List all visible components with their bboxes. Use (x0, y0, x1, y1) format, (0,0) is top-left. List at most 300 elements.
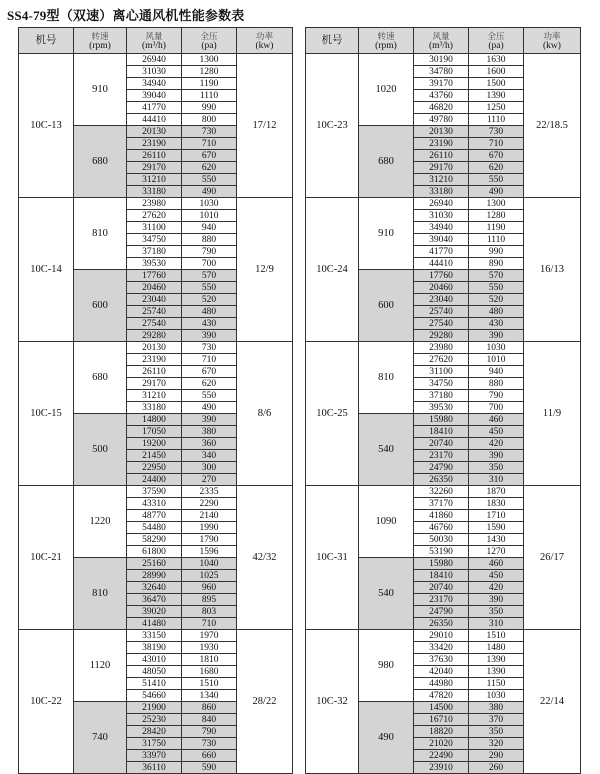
pressure-cell: 710 (182, 138, 237, 150)
airflow-cell: 43310 (127, 498, 182, 510)
header-airflow: 风量 (m³/h) (127, 28, 182, 54)
airflow-cell: 23190 (127, 138, 182, 150)
airflow-cell: 14500 (414, 702, 469, 714)
airflow-cell: 23040 (414, 294, 469, 306)
table-row (19, 486, 293, 498)
airflow-cell: 21020 (414, 738, 469, 750)
airflow-cell: 46760 (414, 522, 469, 534)
pressure-cell: 890 (469, 258, 524, 270)
header-model: 机号 (306, 28, 359, 54)
airflow-cell: 18820 (414, 726, 469, 738)
speed-cell: 540 (359, 558, 414, 630)
pressure-cell: 840 (182, 714, 237, 726)
airflow-cell: 54480 (127, 522, 182, 534)
speed-cell: 680 (74, 126, 127, 198)
airflow-cell: 51410 (127, 678, 182, 690)
pressure-cell: 2140 (182, 510, 237, 522)
pressure-cell: 450 (469, 570, 524, 582)
pressure-cell: 450 (469, 426, 524, 438)
table-row (306, 54, 581, 66)
model-cell: 10C-14 (19, 198, 74, 342)
airflow-cell: 49780 (414, 114, 469, 126)
airflow-cell: 33180 (414, 186, 469, 198)
airflow-cell: 23190 (414, 138, 469, 150)
airflow-cell: 34940 (127, 78, 182, 90)
airflow-cell: 31030 (414, 210, 469, 222)
airflow-cell: 23170 (414, 450, 469, 462)
airflow-cell: 41480 (127, 618, 182, 630)
airflow-cell: 50030 (414, 534, 469, 546)
airflow-cell: 20460 (414, 282, 469, 294)
airflow-cell: 33180 (127, 186, 182, 198)
airflow-cell: 39020 (127, 606, 182, 618)
pressure-cell: 800 (182, 114, 237, 126)
pressure-cell: 1270 (469, 546, 524, 558)
pressure-cell: 1390 (469, 666, 524, 678)
airflow-cell: 20130 (127, 126, 182, 138)
pressure-cell: 670 (182, 150, 237, 162)
pressure-cell: 1590 (469, 522, 524, 534)
pressure-cell: 710 (182, 618, 237, 630)
pressure-cell: 430 (182, 318, 237, 330)
pressure-cell: 1010 (182, 210, 237, 222)
pressure-cell: 803 (182, 606, 237, 618)
pressure-cell: 700 (469, 402, 524, 414)
airflow-cell: 25230 (127, 714, 182, 726)
speed-cell: 490 (359, 702, 414, 774)
pressure-cell: 1110 (182, 90, 237, 102)
model-cell: 10C-13 (19, 54, 74, 198)
pressure-cell: 460 (469, 414, 524, 426)
pressure-cell: 880 (469, 378, 524, 390)
pressure-cell: 620 (182, 378, 237, 390)
airflow-cell: 34750 (414, 378, 469, 390)
speed-cell: 1020 (359, 54, 414, 126)
airflow-cell: 20740 (414, 582, 469, 594)
pressure-cell: 1680 (182, 666, 237, 678)
airflow-cell: 16710 (414, 714, 469, 726)
airflow-cell: 30190 (414, 54, 469, 66)
pressure-cell: 1250 (469, 102, 524, 114)
pressure-cell: 1390 (469, 654, 524, 666)
airflow-cell: 34780 (414, 66, 469, 78)
airflow-cell: 20130 (414, 126, 469, 138)
pressure-cell: 730 (182, 738, 237, 750)
model-cell: 10C-25 (306, 342, 359, 486)
pressure-cell: 350 (469, 462, 524, 474)
pressure-cell: 520 (182, 294, 237, 306)
airflow-cell: 27620 (414, 354, 469, 366)
airflow-cell: 41770 (414, 246, 469, 258)
airflow-cell: 37180 (127, 246, 182, 258)
airflow-cell: 46820 (414, 102, 469, 114)
airflow-cell: 32640 (127, 582, 182, 594)
airflow-cell: 26350 (414, 618, 469, 630)
pressure-cell: 420 (469, 438, 524, 450)
airflow-cell: 23190 (127, 354, 182, 366)
header-speed: 转速 (rpm) (359, 28, 414, 54)
pressure-cell: 350 (469, 606, 524, 618)
airflow-cell: 32260 (414, 486, 469, 498)
pressure-cell: 1500 (469, 78, 524, 90)
pressure-cell: 1040 (182, 558, 237, 570)
airflow-cell: 31030 (127, 66, 182, 78)
airflow-cell: 29170 (414, 162, 469, 174)
speed-cell: 810 (74, 198, 127, 270)
pressure-cell: 390 (182, 330, 237, 342)
pressure-cell: 260 (469, 762, 524, 774)
pressure-cell: 1990 (182, 522, 237, 534)
pressure-cell: 730 (182, 126, 237, 138)
header-speed: 转速 (rpm) (74, 28, 127, 54)
pressure-cell: 1280 (469, 210, 524, 222)
airflow-cell: 19200 (127, 438, 182, 450)
airflow-cell: 53190 (414, 546, 469, 558)
pressure-cell: 670 (469, 150, 524, 162)
pressure-cell: 790 (182, 246, 237, 258)
pressure-cell: 1190 (469, 222, 524, 234)
pressure-cell: 1870 (469, 486, 524, 498)
airflow-cell: 44980 (414, 678, 469, 690)
airflow-cell: 23980 (127, 198, 182, 210)
pressure-cell: 460 (469, 558, 524, 570)
airflow-cell: 22490 (414, 750, 469, 762)
airflow-cell: 38190 (127, 642, 182, 654)
airflow-cell: 21900 (127, 702, 182, 714)
airflow-cell: 24790 (414, 606, 469, 618)
pressure-cell: 430 (469, 318, 524, 330)
airflow-cell: 15980 (414, 558, 469, 570)
pressure-cell: 380 (182, 426, 237, 438)
airflow-cell: 27540 (414, 318, 469, 330)
airflow-cell: 26940 (127, 54, 182, 66)
airflow-cell: 24790 (414, 462, 469, 474)
model-cell: 10C-23 (306, 54, 359, 198)
airflow-cell: 48770 (127, 510, 182, 522)
pressure-cell: 1300 (469, 198, 524, 210)
pressure-cell: 1480 (469, 642, 524, 654)
pressure-cell: 1390 (469, 90, 524, 102)
airflow-cell: 27540 (127, 318, 182, 330)
airflow-cell: 33180 (127, 402, 182, 414)
airflow-cell: 37170 (414, 498, 469, 510)
pressure-cell: 570 (182, 270, 237, 282)
pressure-cell: 1280 (182, 66, 237, 78)
airflow-cell: 39040 (127, 90, 182, 102)
pressure-cell: 620 (182, 162, 237, 174)
airflow-cell: 33970 (127, 750, 182, 762)
pressure-cell: 1830 (469, 498, 524, 510)
pressure-cell: 1030 (469, 690, 524, 702)
airflow-cell: 26110 (127, 150, 182, 162)
airflow-cell: 43760 (414, 90, 469, 102)
table-body-left (19, 54, 293, 774)
airflow-cell: 37630 (414, 654, 469, 666)
table-header-row (306, 28, 581, 54)
pressure-cell: 550 (182, 390, 237, 402)
pressure-cell: 490 (182, 402, 237, 414)
airflow-cell: 37180 (414, 390, 469, 402)
power-cell: 22/18.5 (524, 54, 581, 198)
airflow-cell: 27620 (127, 210, 182, 222)
airflow-cell: 33420 (414, 642, 469, 654)
airflow-cell: 54660 (127, 690, 182, 702)
airflow-cell: 29010 (414, 630, 469, 642)
airflow-cell: 39170 (414, 78, 469, 90)
speed-cell: 600 (359, 270, 414, 342)
pressure-cell: 390 (469, 594, 524, 606)
airflow-cell: 36470 (127, 594, 182, 606)
speed-cell: 500 (74, 414, 127, 486)
airflow-cell: 61800 (127, 546, 182, 558)
pressure-cell: 480 (182, 306, 237, 318)
pressure-cell: 310 (469, 474, 524, 486)
pressure-cell: 420 (469, 582, 524, 594)
airflow-cell: 17050 (127, 426, 182, 438)
model-cell: 10C-21 (19, 486, 74, 630)
speed-cell: 1120 (74, 630, 127, 702)
airflow-cell: 31210 (127, 174, 182, 186)
header-power: 功率 (kw) (524, 28, 581, 54)
pressure-cell: 990 (182, 102, 237, 114)
header-power: 功率 (kw) (237, 28, 293, 54)
airflow-cell: 23980 (414, 342, 469, 354)
speed-cell: 980 (359, 630, 414, 702)
pressure-cell: 300 (182, 462, 237, 474)
table-row (19, 630, 293, 642)
pressure-cell: 1430 (469, 534, 524, 546)
pressure-cell: 620 (469, 162, 524, 174)
airflow-cell: 39040 (414, 234, 469, 246)
pressure-cell: 1630 (469, 54, 524, 66)
pressure-cell: 590 (182, 762, 237, 774)
airflow-cell: 39530 (414, 402, 469, 414)
airflow-cell: 31100 (414, 366, 469, 378)
table-row (306, 630, 581, 642)
airflow-cell: 31100 (127, 222, 182, 234)
pressure-cell: 550 (469, 174, 524, 186)
pressure-cell: 520 (469, 294, 524, 306)
header-model: 机号 (19, 28, 74, 54)
airflow-cell: 17760 (414, 270, 469, 282)
airflow-cell: 26940 (414, 198, 469, 210)
airflow-cell: 31750 (127, 738, 182, 750)
pressure-cell: 1030 (469, 342, 524, 354)
header-pressure: 全压 (pa) (182, 28, 237, 54)
airflow-cell: 28990 (127, 570, 182, 582)
airflow-cell: 39530 (127, 258, 182, 270)
power-cell: 28/22 (237, 630, 293, 774)
performance-table-right (305, 27, 581, 774)
airflow-cell: 29170 (127, 378, 182, 390)
pressure-cell: 790 (182, 726, 237, 738)
pressure-cell: 1790 (182, 534, 237, 546)
model-cell: 10C-31 (306, 486, 359, 630)
airflow-cell: 14800 (127, 414, 182, 426)
speed-cell: 600 (74, 270, 127, 342)
pressure-cell: 290 (469, 750, 524, 762)
pressure-cell: 940 (469, 366, 524, 378)
airflow-cell: 34940 (414, 222, 469, 234)
pressure-cell: 940 (182, 222, 237, 234)
pressure-cell: 360 (182, 438, 237, 450)
airflow-cell: 29280 (127, 330, 182, 342)
airflow-cell: 41770 (127, 102, 182, 114)
speed-cell: 1220 (74, 486, 127, 558)
pressure-cell: 310 (469, 618, 524, 630)
pressure-cell: 390 (469, 330, 524, 342)
table-row (306, 486, 581, 498)
power-cell: 8/6 (237, 342, 293, 486)
airflow-cell: 18410 (414, 570, 469, 582)
model-cell: 10C-22 (19, 630, 74, 774)
pressure-cell: 550 (182, 282, 237, 294)
airflow-cell: 20460 (127, 282, 182, 294)
airflow-cell: 25160 (127, 558, 182, 570)
airflow-cell: 44410 (127, 114, 182, 126)
airflow-cell: 25740 (414, 306, 469, 318)
airflow-cell: 31210 (414, 174, 469, 186)
pressure-cell: 390 (182, 414, 237, 426)
table-body-right (306, 54, 581, 774)
airflow-cell: 48050 (127, 666, 182, 678)
pressure-cell: 730 (469, 126, 524, 138)
table-row (19, 54, 293, 66)
table-row (306, 342, 581, 354)
pressure-cell: 350 (469, 726, 524, 738)
airflow-cell: 31210 (127, 390, 182, 402)
pressure-cell: 2290 (182, 498, 237, 510)
pressure-cell: 340 (182, 450, 237, 462)
speed-cell: 740 (74, 702, 127, 774)
power-cell: 26/17 (524, 486, 581, 630)
airflow-cell: 58290 (127, 534, 182, 546)
pressure-cell: 1810 (182, 654, 237, 666)
airflow-cell: 20130 (127, 342, 182, 354)
pressure-cell: 1190 (182, 78, 237, 90)
speed-cell: 680 (74, 342, 127, 414)
power-cell: 11/9 (524, 342, 581, 486)
pressure-cell: 490 (469, 186, 524, 198)
pressure-cell: 1930 (182, 642, 237, 654)
power-cell: 16/13 (524, 198, 581, 342)
power-cell: 12/9 (237, 198, 293, 342)
speed-cell: 680 (359, 126, 414, 198)
header-airflow: 风量 (m³/h) (414, 28, 469, 54)
table-row (306, 198, 581, 210)
airflow-cell: 26110 (414, 150, 469, 162)
speed-cell: 810 (359, 342, 414, 414)
header-pressure: 全压 (pa) (469, 28, 524, 54)
pressure-cell: 1150 (469, 678, 524, 690)
airflow-cell: 36110 (127, 762, 182, 774)
pressure-cell: 390 (469, 450, 524, 462)
pressure-cell: 990 (469, 246, 524, 258)
power-cell: 42/32 (237, 486, 293, 630)
airflow-cell: 47820 (414, 690, 469, 702)
model-cell: 10C-15 (19, 342, 74, 486)
pressure-cell: 1510 (469, 630, 524, 642)
airflow-cell: 33150 (127, 630, 182, 642)
pressure-cell: 570 (469, 270, 524, 282)
speed-cell: 540 (359, 414, 414, 486)
pressure-cell: 710 (182, 354, 237, 366)
airflow-cell: 26110 (127, 366, 182, 378)
airflow-cell: 37590 (127, 486, 182, 498)
speed-cell: 1090 (359, 486, 414, 558)
pressure-cell: 320 (469, 738, 524, 750)
pressure-cell: 670 (182, 366, 237, 378)
pressure-cell: 270 (182, 474, 237, 486)
pressure-cell: 1510 (182, 678, 237, 690)
airflow-cell: 23040 (127, 294, 182, 306)
pressure-cell: 790 (469, 390, 524, 402)
pressure-cell: 1010 (469, 354, 524, 366)
pressure-cell: 2335 (182, 486, 237, 498)
speed-cell: 810 (74, 558, 127, 630)
airflow-cell: 29170 (127, 162, 182, 174)
speed-cell: 910 (74, 54, 127, 126)
pressure-cell: 710 (469, 138, 524, 150)
pressure-cell: 730 (182, 342, 237, 354)
table-header-row (19, 28, 293, 54)
pressure-cell: 490 (182, 186, 237, 198)
pressure-cell: 1110 (469, 114, 524, 126)
model-cell: 10C-24 (306, 198, 359, 342)
airflow-cell: 21450 (127, 450, 182, 462)
speed-cell: 910 (359, 198, 414, 270)
airflow-cell: 25740 (127, 306, 182, 318)
airflow-cell: 23910 (414, 762, 469, 774)
airflow-cell: 17760 (127, 270, 182, 282)
pressure-cell: 370 (469, 714, 524, 726)
pressure-cell: 1970 (182, 630, 237, 642)
pressure-cell: 1710 (469, 510, 524, 522)
airflow-cell: 20740 (414, 438, 469, 450)
table-row (19, 198, 293, 210)
pressure-cell: 660 (182, 750, 237, 762)
airflow-cell: 29280 (414, 330, 469, 342)
pressure-cell: 1110 (469, 234, 524, 246)
airflow-cell: 23170 (414, 594, 469, 606)
pressure-cell: 550 (182, 174, 237, 186)
pressure-cell: 1025 (182, 570, 237, 582)
airflow-cell: 44410 (414, 258, 469, 270)
pressure-cell: 895 (182, 594, 237, 606)
model-cell: 10C-32 (306, 630, 359, 774)
pressure-cell: 550 (469, 282, 524, 294)
table-row (19, 342, 293, 354)
airflow-cell: 43010 (127, 654, 182, 666)
pressure-cell: 700 (182, 258, 237, 270)
pressure-cell: 480 (469, 306, 524, 318)
airflow-cell: 41860 (414, 510, 469, 522)
airflow-cell: 34750 (127, 234, 182, 246)
performance-table-left (18, 27, 293, 774)
power-cell: 17/12 (237, 54, 293, 198)
pressure-cell: 1596 (182, 546, 237, 558)
pressure-cell: 880 (182, 234, 237, 246)
pressure-cell: 1600 (469, 66, 524, 78)
pressure-cell: 1340 (182, 690, 237, 702)
airflow-cell: 42040 (414, 666, 469, 678)
pressure-cell: 1030 (182, 198, 237, 210)
pressure-cell: 960 (182, 582, 237, 594)
pressure-cell: 380 (469, 702, 524, 714)
airflow-cell: 26350 (414, 474, 469, 486)
airflow-cell: 18410 (414, 426, 469, 438)
pressure-cell: 860 (182, 702, 237, 714)
